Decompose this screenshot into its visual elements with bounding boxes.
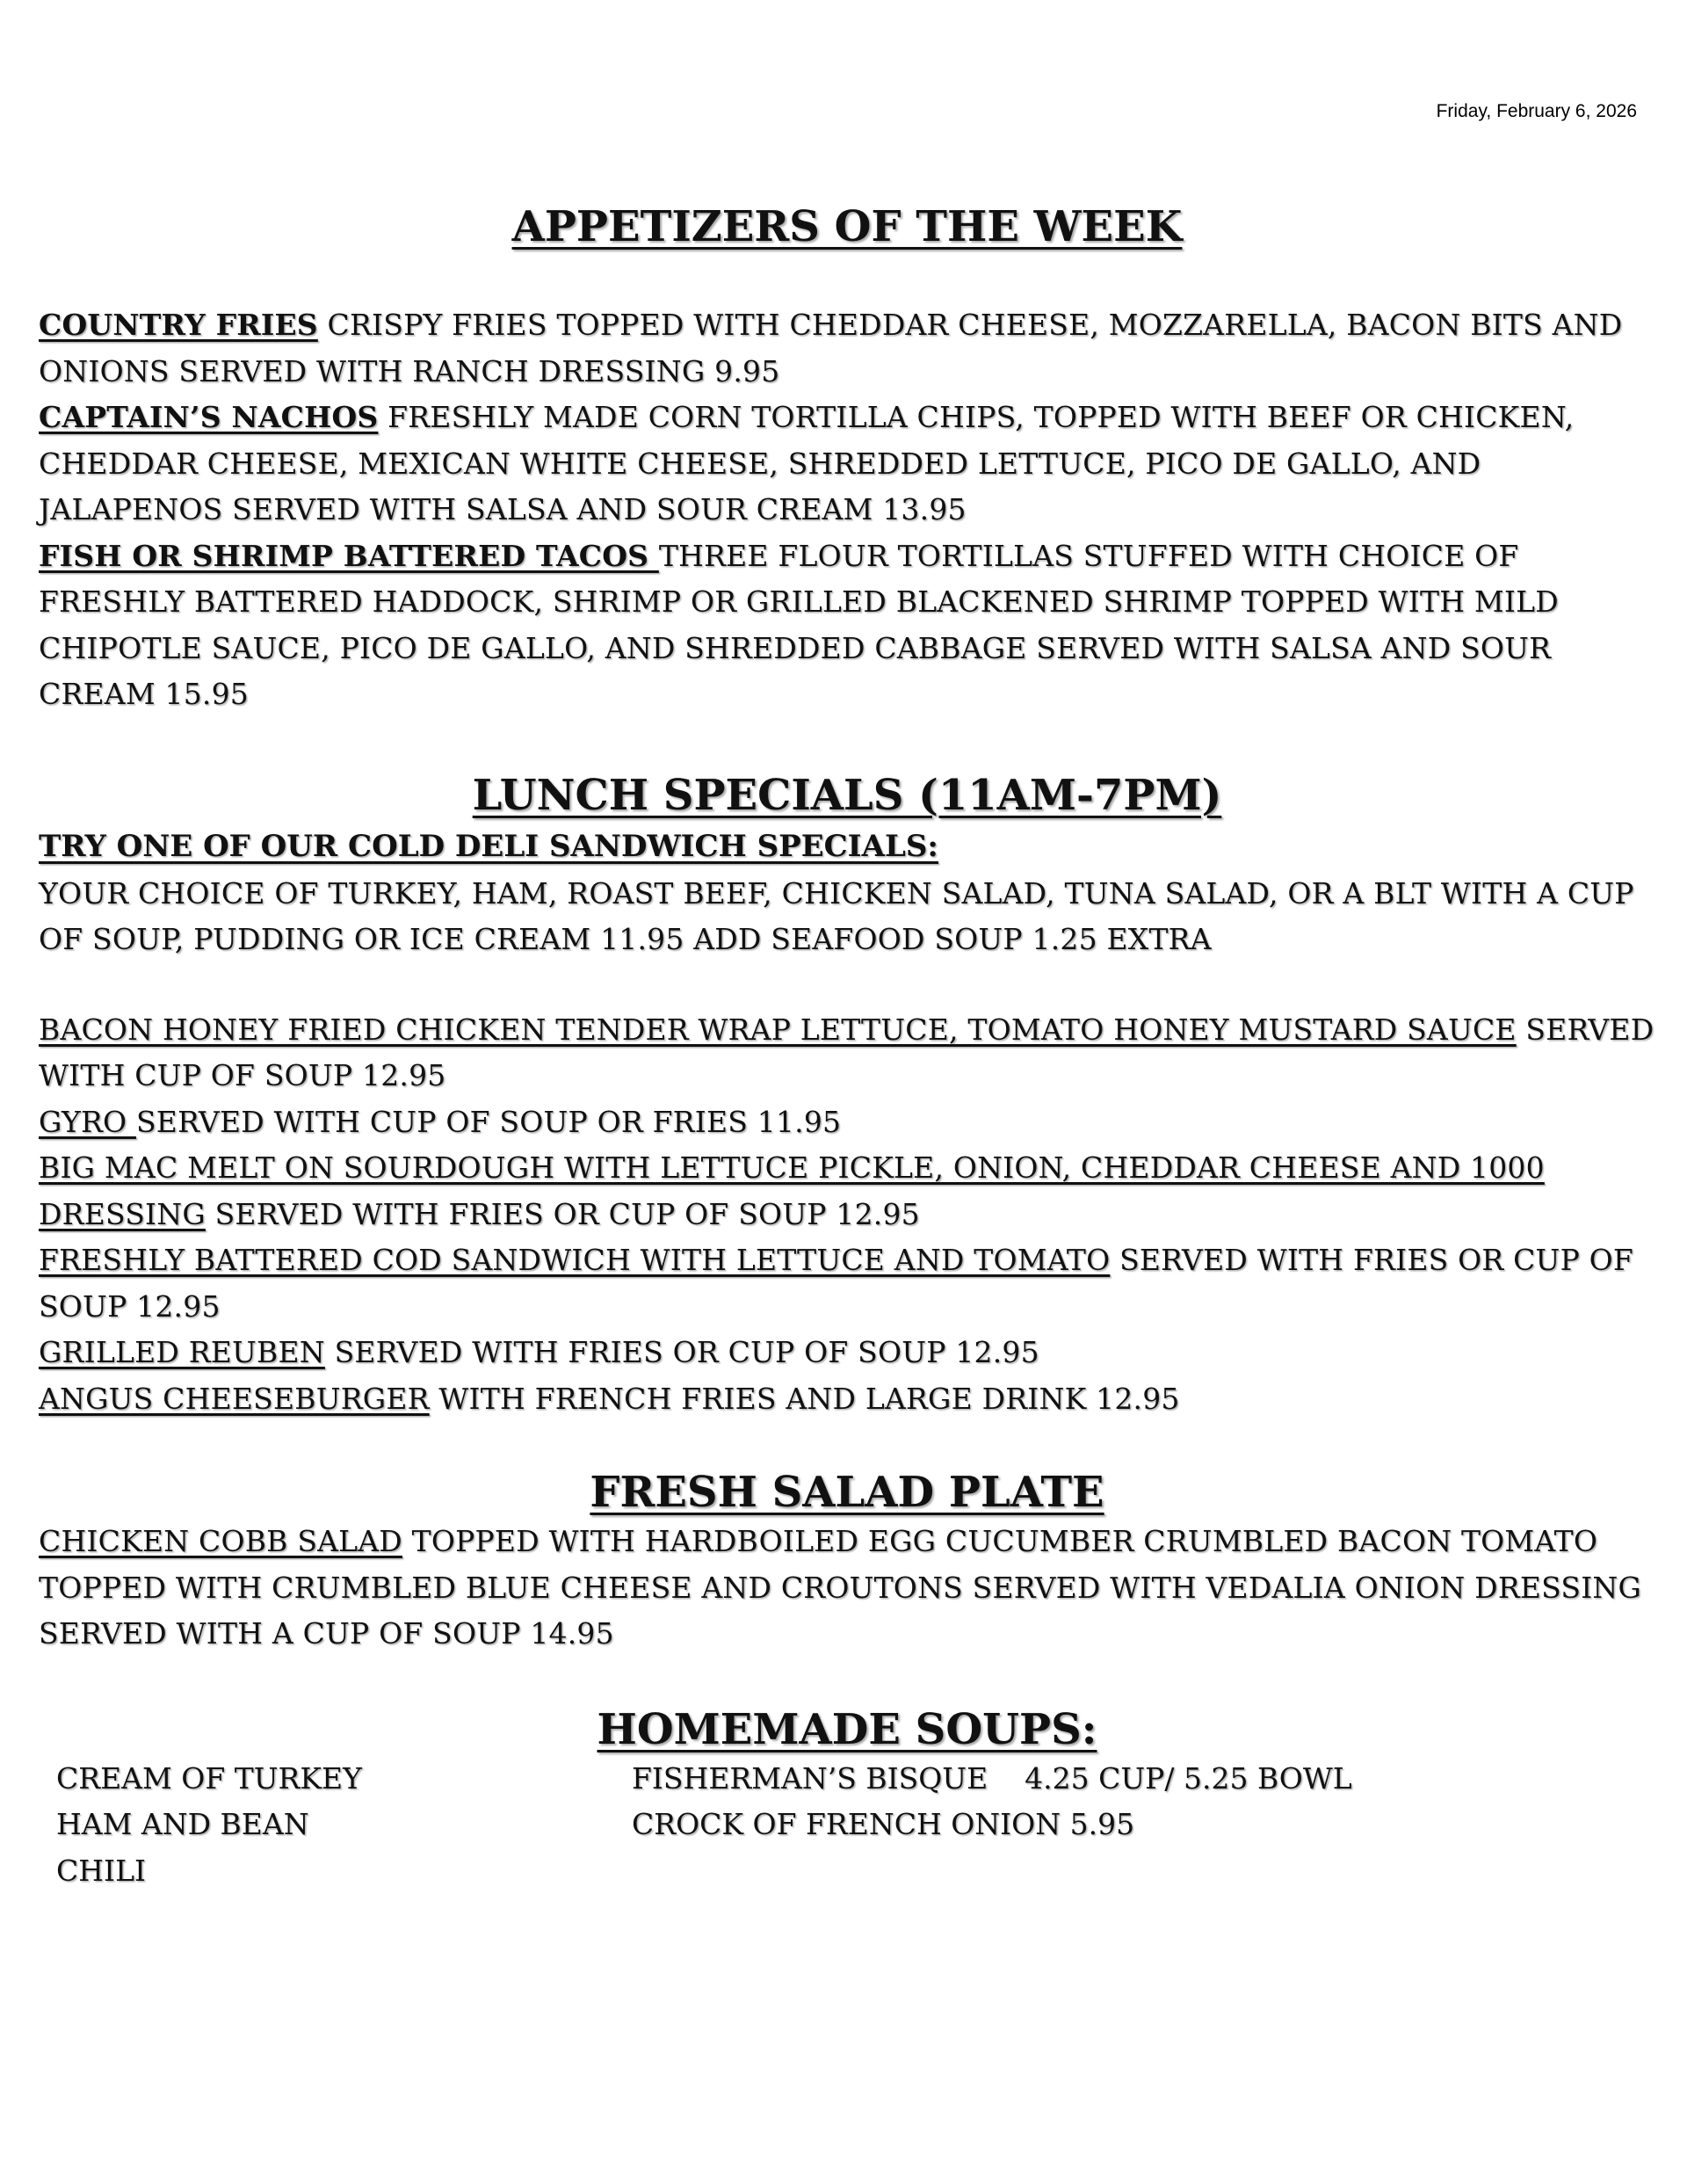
appetizer-desc: FRESHLY MADE CORN TORTILLA CHIPS, TOPPED WITH BEEF OR CHICKEN, CHEDDAR CHEESE, MEXICAN WHITE CHEESE, SHREDDED LETTUCE, PICO DE GALLO, AND JALAPENOS SERVED WITH SALSA AND SOUR CREAM 13.95 [39, 400, 1575, 526]
deli-heading: TRY ONE OF OUR COLD DELI SANDWICH SPECIALS: [39, 828, 938, 864]
lunch-heading: LUNCH SPECIALS (11AM-7PM) [472, 770, 1222, 820]
soup-column-right [632, 1756, 1352, 1848]
lunch-item-name: ANGUS CHEESEBURGER [39, 1381, 430, 1416]
lunch-item-desc: SERVED WITH FRIES OR CUP OF SOUP 12.95 [324, 1335, 1039, 1369]
soup-item: CROCK OF FRENCH ONION 5.95 [632, 1807, 1135, 1841]
salad-name: CHICKEN COBB SALAD [39, 1524, 402, 1558]
lunch-item-desc: WITH FRENCH FRIES AND LARGE DRINK 12.95 [429, 1381, 1180, 1416]
lunch-item-name: BACON HONEY FRIED CHICKEN TENDER WRAP LETTUCE, TOMATO HONEY MUSTARD SAUCE [39, 1012, 1517, 1047]
salad-item [39, 1519, 1655, 1658]
salad-heading: FRESH SALAD PLATE [590, 1468, 1104, 1517]
lunch-item-name: GYRO [39, 1104, 136, 1139]
appetizer-name: CAPTAIN’S NACHOS [39, 400, 379, 434]
appetizer-item [39, 395, 1655, 533]
menu-body [39, 0, 1655, 1897]
soup-item: FISHERMAN’S BISQUE 4.25 CUP/ 5.25 BOWL [632, 1760, 1352, 1796]
appetizer-name: COUNTRY FRIES [39, 308, 318, 342]
soup-item: HAM AND BEAN [56, 1807, 309, 1841]
appetizer-desc: CRISPY FRIES TOPPED WITH CHEDDAR CHEESE, MOZZARELLA, BACON BITS AND ONIONS SERVED WITH RANCH DRESSING 9.95 [39, 308, 1623, 388]
appetizer-item [39, 302, 1655, 395]
lunch-item-name: BIG MAC MELT ON SOURDOUGH WITH LETTUCE PICKLE, ONION, CHEDDAR CHEESE AND 1000 DRESSING [39, 1150, 1545, 1231]
soups-heading: HOMEMADE SOUPS: [597, 1704, 1097, 1754]
soup-column-left [56, 1756, 362, 1895]
salad-desc: TOPPED WITH HARDBOILED EGG CUCUMBER CRUMBLED BACON TOMATO TOPPED WITH CRUMBLED BLUE CHEESE AND CROUTONS SERVED WITH VEDALIA ONION DRESSING SERVED WITH A CUP OF SOUP 14.95 [39, 1524, 1642, 1651]
lunch-item-desc: SERVED WITH CUP OF SOUP OR FRIES 11.95 [135, 1104, 842, 1139]
soup-item: CHILI [56, 1853, 147, 1888]
appetizer-name: FISH OR SHRIMP BATTERED TACOS [39, 538, 659, 573]
lunch-item-desc: SERVED WITH CUP OF SOUP 12.95 [39, 1012, 1654, 1092]
lunch-item [39, 1145, 1655, 1237]
lunch-item-name: FRESHLY BATTERED COD SANDWICH WITH LETTUCE AND TOMATO [39, 1243, 1111, 1277]
lunch-item [39, 1007, 1655, 1099]
lunch-item [39, 1237, 1655, 1330]
lunch-item [39, 1099, 1655, 1146]
soup-item: CREAM OF TURKEY [56, 1760, 362, 1796]
deli-text: YOUR CHOICE OF TURKEY, HAM, ROAST BEEF, CHICKEN SALAD, TUNA SALAD, OR A BLT WITH A CUP OF SOUP, PUDDING OR ICE CREAM 11.95 ADD SEAFOOD SOUP 1.25 EXTRA [39, 875, 1634, 956]
lunch-item-name: GRILLED REUBEN [39, 1335, 325, 1369]
appetizer-desc: THREE FLOUR TORTILLAS STUFFED WITH CHOICE OF FRESHLY BATTERED HADDOCK, SHRIMP OR GRILLED BLACKENED SHRIMP TOPPED WITH MILD CHIPOTLE SAUCE, PICO DE GALLO, AND SHREDDED CABBAGE SERVED WITH SALSA AND SOUR CREAM 15.95 [39, 538, 1559, 711]
appetizer-item [39, 533, 1655, 718]
lunch-item-desc: SERVED WITH FRIES OR CUP OF SOUP 12.95 [39, 1243, 1634, 1324]
lunch-item [39, 1376, 1655, 1423]
lunch-item [39, 1330, 1655, 1376]
lunch-item-desc: SERVED WITH FRIES OR CUP OF SOUP 12.95 [205, 1196, 920, 1231]
soup-list [39, 1756, 1655, 1897]
menu-date: Friday, February 6, 2026 [1436, 101, 1637, 121]
appetizers-heading: APPETIZERS OF THE WEEK [511, 202, 1183, 251]
